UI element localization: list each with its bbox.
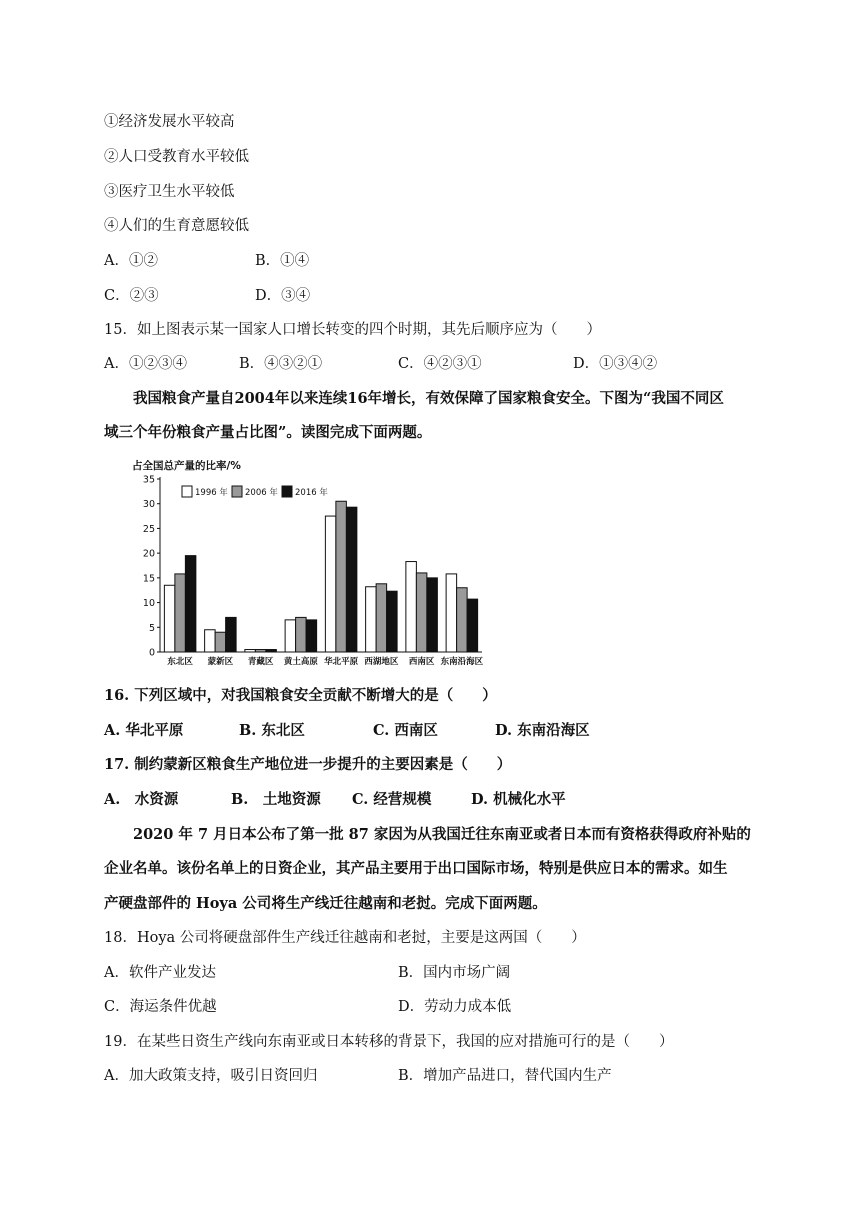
y-tick-label: 20 (142, 548, 155, 560)
q18-option-b: B．国内市场广阔 (398, 965, 511, 981)
legend-label: 1996 年 (195, 488, 228, 498)
q17-option-c: C. 经营规模 (352, 791, 432, 808)
bar (215, 632, 226, 652)
q14-option-a: A．①② (104, 253, 158, 269)
bar (185, 556, 196, 652)
bar (457, 588, 468, 652)
bar (467, 599, 478, 652)
bar (376, 584, 387, 652)
y-tick-label: 15 (142, 573, 155, 585)
q18-option-c: C．海运条件优越 (104, 999, 217, 1015)
bar (346, 507, 357, 652)
passage2-line1: 2020 年 7 月日本公布了第一批 87 家因为从我国迁往东南亚或者日本而有资格获得政府补贴的 (133, 826, 751, 843)
q17-option-a: A. 水资源 (104, 791, 179, 808)
bar (366, 587, 377, 652)
q17-option-d: D. 机械化水平 (471, 791, 566, 808)
q15-option-a: A．①②③④ (104, 356, 187, 372)
q14-option-d: D．③④ (255, 288, 311, 304)
legend-swatch (232, 486, 242, 497)
q15-stem: 15．如上图表示某一国家人口增长转变的四个时期，其先后顺序应为（ ） (104, 322, 601, 338)
chart-title: 占全国总产量的比率/% (132, 460, 241, 472)
q17-stem: 17. 制约蒙新区粮食生产地位进一步提升的主要因素是（ ） (104, 756, 512, 773)
y-tick-label: 10 (142, 598, 155, 610)
legend-label: 2006 年 (245, 488, 278, 498)
bar (285, 620, 296, 652)
x-tick-label: 西湖地区 (364, 657, 399, 667)
q16-option-b: B. 东北区 (239, 722, 305, 739)
q14-item-1: ①经济发展水平较高 (104, 114, 235, 130)
y-tick-label: 0 (148, 647, 155, 659)
y-tick-label: 5 (148, 622, 155, 634)
bar (325, 516, 336, 652)
bar (406, 562, 417, 652)
x-tick-label: 黄土高原 (283, 657, 318, 667)
q14-item-2: ②人口受教育水平较低 (104, 149, 249, 165)
passage2-line3: 产硬盘部件的 Hoya 公司将生产线迁往越南和老挝。完成下面两题。 (104, 895, 547, 912)
q16-stem: 16. 下列区域中，对我国粮食安全贡献不断增大的是（ ） (104, 687, 497, 704)
q19-option-a: A．加大政策支持，吸引日资回归 (104, 1068, 318, 1084)
bar (226, 617, 237, 652)
x-tick-label: 青藏区 (247, 657, 274, 667)
bar (427, 578, 438, 652)
passage1-line1: 我国粮食产量自2004年以来连续16年增长，有效保障了国家粮食安全。下图为“我国不同区 (133, 390, 724, 407)
bar (266, 650, 277, 652)
passage1-line2: 域三个年份粮食产量占比图”。读图完成下面两题。 (104, 424, 432, 441)
bar (296, 617, 307, 652)
bar (245, 650, 256, 652)
x-tick-label: 西南区 (408, 657, 435, 667)
y-tick-label: 25 (142, 523, 155, 535)
q19-stem: 19．在某些日资生产线向东南亚或日本转移的背景下，我国的应对措施可行的是（ ） (104, 1034, 674, 1050)
q16-option-d: D. 东南沿海区 (495, 722, 590, 739)
bar (446, 574, 457, 652)
bar (255, 650, 266, 652)
legend-swatch (282, 486, 292, 497)
q14-item-3: ③医疗卫生水平较低 (104, 184, 235, 200)
q18-option-d: D．劳动力成本低 (398, 999, 512, 1015)
legend-label: 2016 年 (295, 488, 328, 498)
grain-share-chart (130, 455, 500, 675)
x-tick-label: 东南沿海区 (440, 657, 484, 667)
q14-item-4: ④人们的生育意愿较低 (104, 218, 249, 234)
passage2-line2: 企业名单。该份名单上的日资企业，其产品主要用于出口国际市场，特别是供应日本的需求。如生 (104, 860, 728, 877)
y-tick-label: 35 (142, 474, 155, 486)
x-tick-label: 蒙新区 (207, 657, 234, 667)
q17-option-b: B. 土地资源 (231, 791, 321, 808)
q14-option-b: B．①④ (255, 253, 310, 269)
y-tick-label: 30 (142, 499, 155, 511)
bar (387, 591, 398, 652)
x-tick-label: 华北平原 (324, 657, 359, 667)
bar (205, 630, 216, 652)
q19-option-b: B．增加产品进口，替代国内生产 (398, 1068, 612, 1084)
legend-swatch (182, 486, 192, 497)
bar (416, 573, 427, 652)
x-tick-label: 东北区 (167, 657, 193, 667)
bar (164, 585, 175, 652)
q16-option-a: A. 华北平原 (104, 722, 184, 739)
bar (306, 620, 317, 652)
q18-stem: 18．Hoya 公司将硬盘部件生产线迁往越南和老挝，主要是这两国（ ） (104, 930, 586, 946)
bar (175, 574, 186, 652)
q15-option-b: B．④③②① (239, 356, 323, 372)
q14-option-c: C．②③ (104, 288, 159, 304)
bar (336, 501, 347, 652)
q15-option-d: D．①③④② (573, 356, 658, 372)
q16-option-c: C. 西南区 (373, 722, 438, 739)
q18-option-a: A．软件产业发达 (104, 965, 216, 981)
q15-option-c: C．④②③① (398, 356, 482, 372)
chart-svg (130, 455, 500, 675)
